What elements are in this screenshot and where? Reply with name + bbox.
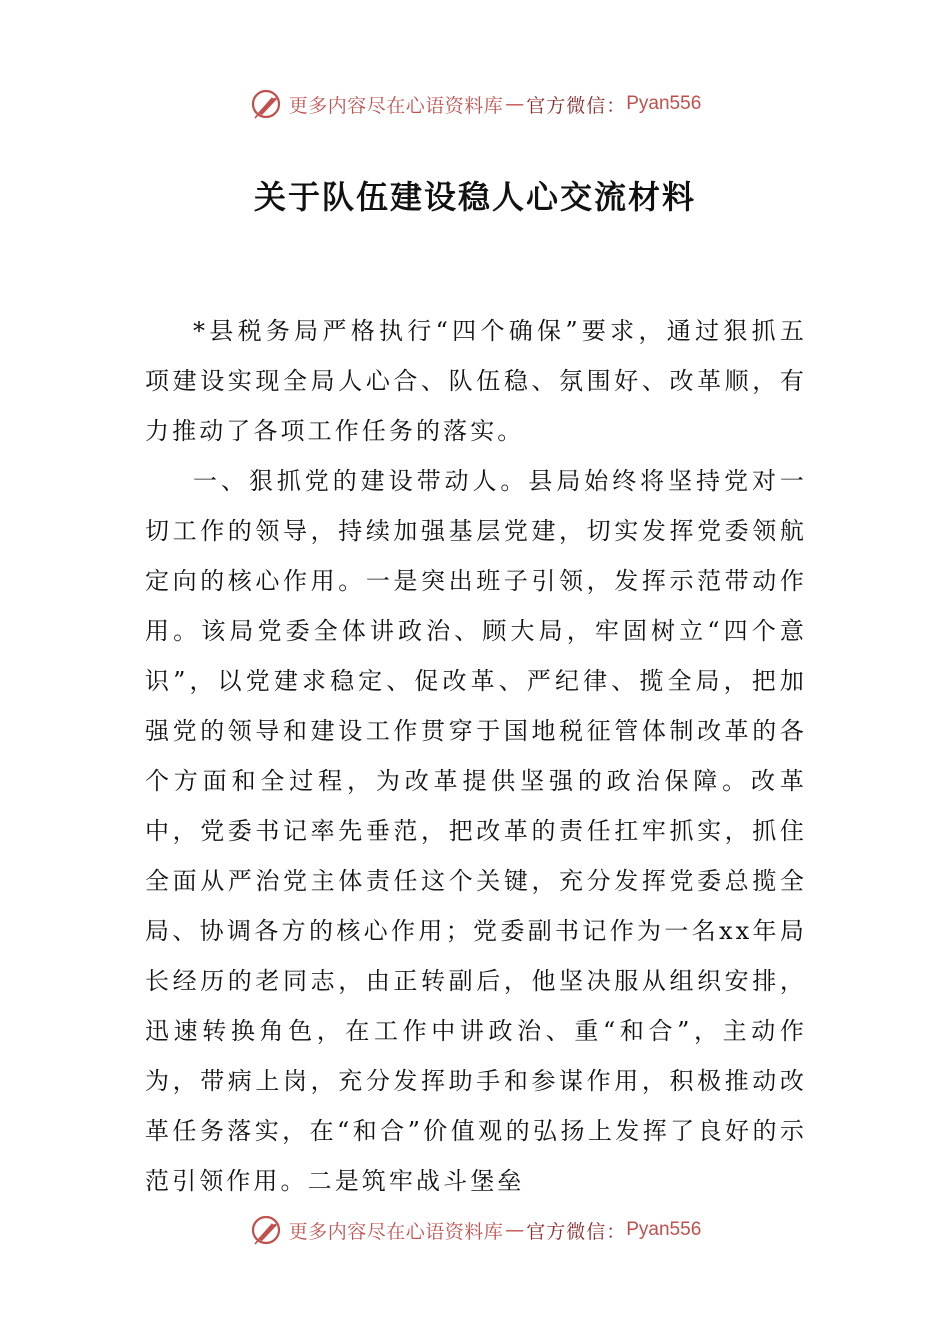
pen-circle-logo-icon — [249, 86, 285, 122]
watermark-dash: — — [505, 1219, 525, 1241]
paragraph-section-one: 一、狠抓党的建设带动人。县局始终将坚持党对一切工作的领导，持续加强基层党建，切实发挥党委领航定向的核心作用。一是突出班子引领，发挥示范带动作用。该局党委全体讲政治、顾大局，牢固树立“四个意识”，以党建求稳定、促改革、严纪律、揽全局，把加强党的领导和建设工作贯穿于国地税征管体制改革的各个方面和全过程，为改革提供坚强的政治保障。改革中，党委书记率先垂范，把改革的责任扛牢抓实，抓住全面从严治党主体责任这个关键，充分发挥党委总揽全局、协调各方的核心作用；党委副书记作为一名xx年局长经历的老同志，由正转副后，他坚决服从组织安排，迅速转换角色，在工作中讲政治、重“和合”，主动作为，带病上岗，充分发挥助手和参谋作用，积极推动改革任务落实，在“和合”价值观的弘扬上发挥了良好的示范引领作用。二是筑牢战斗堡垒 — [145, 467, 807, 1195]
watermark-official: 官方微信： — [526, 94, 627, 117]
document-body — [145, 306, 807, 1206]
footer-watermark — [0, 1210, 950, 1250]
paragraph-intro: *县税务局严格执行“四个确保”要求，通过狠抓五项建设实现全局人心合、队伍稳、氛围好、改革顺，有力推动了各项工作任务的落实。 — [145, 317, 807, 445]
watermark-brand: 更多内容尽在心语资料库 — [288, 1220, 504, 1243]
document-title: 关于队伍建设稳人心交流材料 — [253, 178, 696, 216]
watermark-wechat-id: Pyan556 — [626, 1219, 702, 1240]
pen-circle-logo-icon — [249, 1212, 285, 1248]
watermark-dash: — — [505, 93, 525, 115]
watermark-wechat-id: Pyan556 — [626, 93, 702, 114]
watermark-official: 官方微信： — [526, 1220, 627, 1243]
watermark-brand: 更多内容尽在心语资料库 — [288, 94, 504, 117]
header-watermark — [0, 84, 950, 124]
